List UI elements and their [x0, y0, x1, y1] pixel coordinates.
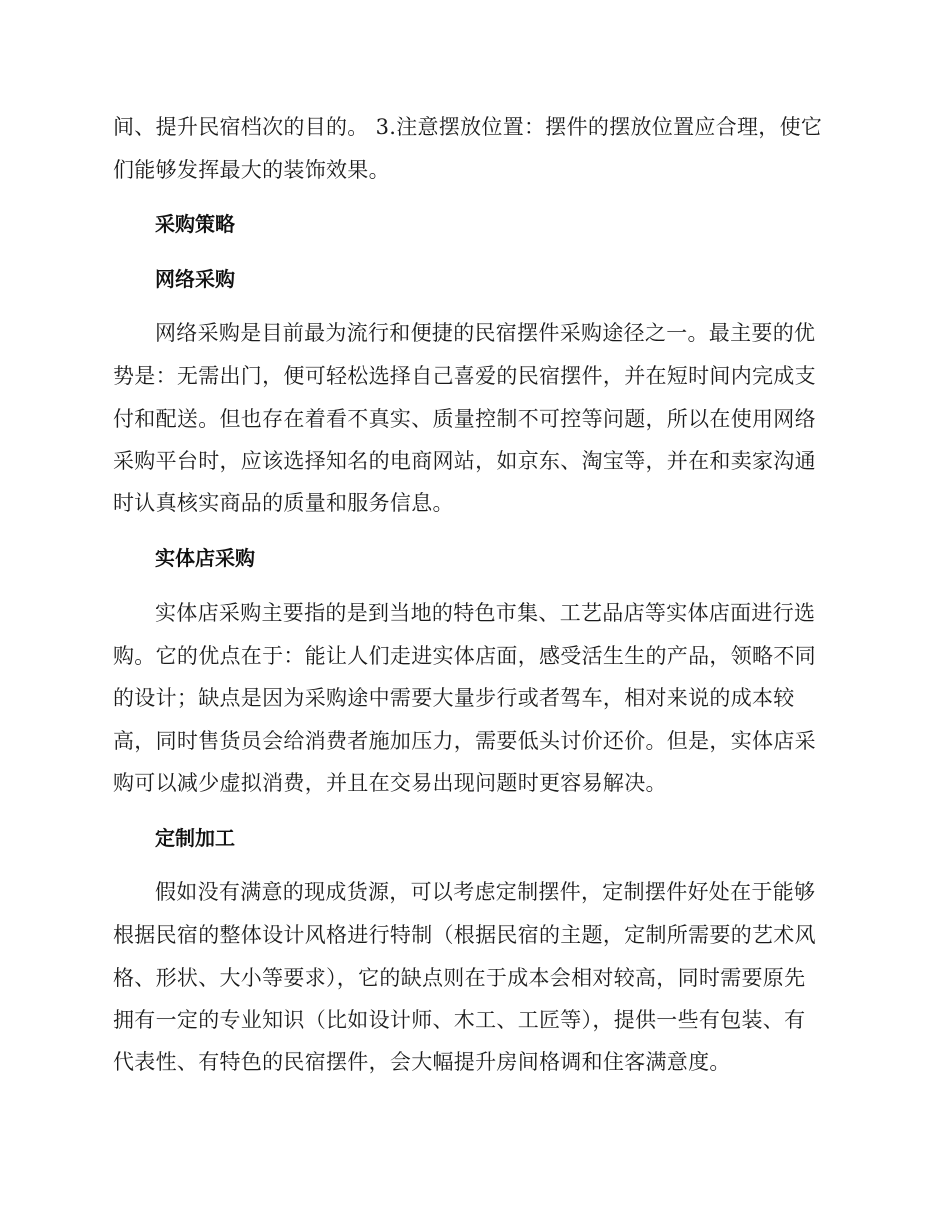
section-title: 采购策略 [155, 212, 235, 236]
store-line-2: 购。它的优点在于：能让人们走进实体店面，感受活生生的产品，领略不同 [113, 644, 816, 668]
custom-line-1: 假如没有满意的现成货源，可以考虑定制摆件，定制摆件好处在于能够 [155, 880, 816, 904]
store-line-4: 高，同时售货员会给消费者施加压力，需要低头讨价还价。但是，实体店采 [113, 729, 816, 753]
online-line-5: 时认真核实商品的质量和服务信息。 [113, 491, 454, 515]
heading-custom-processing: 定制加工 [155, 826, 235, 850]
heading-store-purchase: 实体店采购 [155, 546, 255, 570]
store-line-1: 实体店采购主要指的是到当地的特色市集、工艺品店等实体店面进行选 [155, 601, 816, 625]
intro-line-1: 间、提升民宿档次的目的。 3.注意摆放位置：摆件的摆放位置应合理，使它 [113, 115, 823, 139]
heading-online-purchase: 网络采购 [155, 267, 235, 291]
store-line-5: 购可以减少虚拟消费，并且在交易出现问题时更容易解决。 [113, 771, 667, 795]
custom-line-4: 拥有一定的专业知识（比如设计师、木工、工匠等），提供一些有包装、有 [113, 1008, 806, 1032]
online-line-3: 付和配送。但也存在着看不真实、质量控制不可控等问题，所以在使用网络 [113, 407, 816, 431]
custom-line-3: 格、形状、大小等要求），它的缺点则在于成本会相对较高，同时需要原先 [113, 966, 806, 990]
online-line-1: 网络采购是目前最为流行和便捷的民宿摆件采购途径之一。最主要的优 [155, 321, 816, 345]
online-line-2: 势是：无需出门，便可轻松选择自己喜爱的民宿摆件，并在短时间内完成支 [113, 364, 816, 388]
intro-line-2: 们能够发挥最大的装饰效果。 [113, 158, 390, 182]
custom-line-5: 代表性、有特色的民宿摆件，会大幅提升房间格调和住客满意度。 [113, 1050, 731, 1074]
store-line-3: 的设计；缺点是因为采购途中需要大量步行或者驾车，相对来说的成本较 [113, 686, 795, 710]
online-line-4: 采购平台时，应该选择知名的电商网站，如京东、淘宝等，并在和卖家沟通 [113, 449, 816, 473]
custom-line-2: 根据民宿的整体设计风格进行特制（根据民宿的主题，定制所需要的艺术风 [113, 923, 816, 947]
